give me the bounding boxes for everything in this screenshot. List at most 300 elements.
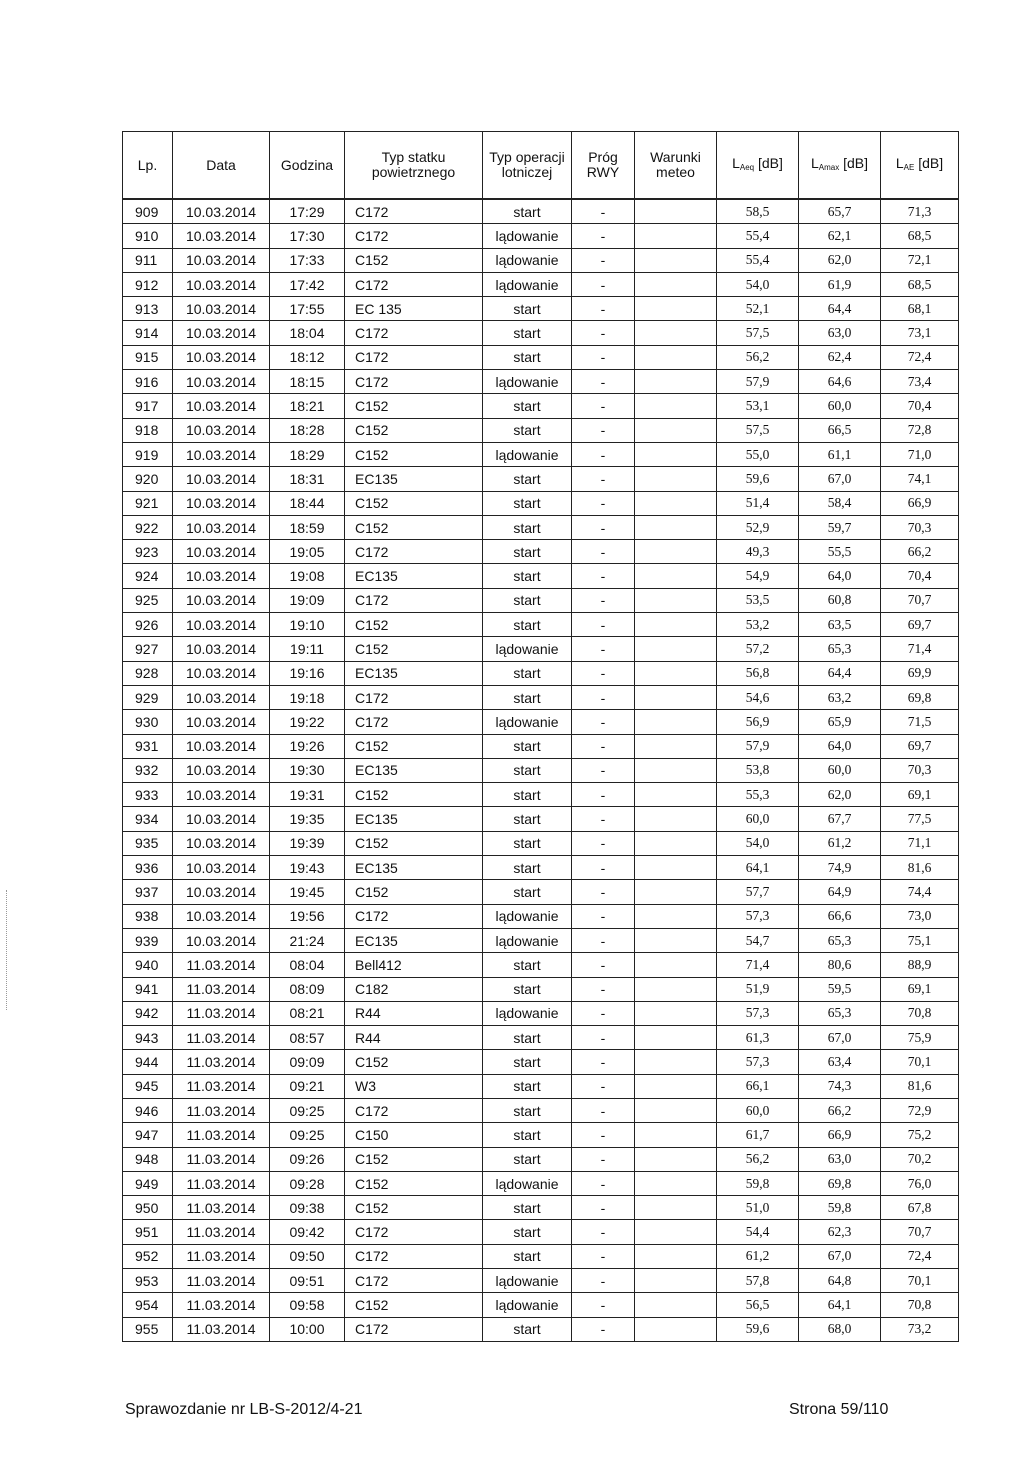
cell-date: 10.03.2014 [173, 637, 270, 661]
table-row [123, 856, 959, 880]
cell-weather [635, 345, 717, 369]
cell-lp: 926 [123, 613, 173, 637]
cell-laeq: 53,8 [717, 758, 799, 782]
cell-laeq: 51,4 [717, 491, 799, 515]
cell-laeq: 57,3 [717, 1001, 799, 1025]
cell-operation-type: start [483, 734, 572, 758]
table-row [123, 783, 959, 807]
cell-lp: 942 [123, 1001, 173, 1025]
cell-runway-threshold: - [572, 515, 635, 539]
cell-lae: 75,9 [881, 1026, 959, 1050]
table-row [123, 831, 959, 855]
table-row [123, 710, 959, 734]
cell-operation-type: lądowanie [483, 370, 572, 394]
table-row [123, 588, 959, 612]
cell-laeq: 54,9 [717, 564, 799, 588]
cell-lp: 945 [123, 1074, 173, 1098]
cell-time: 08:04 [270, 953, 345, 977]
cell-lae: 70,8 [881, 1001, 959, 1025]
cell-lamax: 60,0 [799, 394, 881, 418]
cell-operation-type: start [483, 345, 572, 369]
cell-lae: 70,2 [881, 1147, 959, 1171]
table-row [123, 1001, 959, 1025]
cell-date: 11.03.2014 [173, 953, 270, 977]
cell-weather [635, 758, 717, 782]
header-lamax: $L_{Amax}$ [dB] [799, 132, 881, 200]
cell-operation-type: start [483, 1220, 572, 1244]
cell-laeq: 55,0 [717, 442, 799, 466]
cell-aircraft-type: C152 [345, 491, 483, 515]
cell-date: 10.03.2014 [173, 831, 270, 855]
cell-lae: 66,9 [881, 491, 959, 515]
cell-lp: 939 [123, 928, 173, 952]
table-row [123, 224, 959, 248]
cell-time: 21:24 [270, 928, 345, 952]
cell-lae: 70,4 [881, 394, 959, 418]
cell-lp: 931 [123, 734, 173, 758]
cell-time: 18:15 [270, 370, 345, 394]
cell-date: 11.03.2014 [173, 1001, 270, 1025]
cell-laeq: 60,0 [717, 1098, 799, 1122]
cell-runway-threshold: - [572, 297, 635, 321]
table-row [123, 540, 959, 564]
table-body [123, 199, 959, 1341]
cell-lamax: 62,0 [799, 248, 881, 272]
cell-runway-threshold: - [572, 1220, 635, 1244]
cell-laeq: 53,1 [717, 394, 799, 418]
cell-lp: 950 [123, 1196, 173, 1220]
cell-weather [635, 1026, 717, 1050]
cell-lp: 955 [123, 1317, 173, 1341]
cell-lamax: 64,1 [799, 1293, 881, 1317]
cell-laeq: 57,8 [717, 1269, 799, 1293]
cell-lamax: 65,3 [799, 928, 881, 952]
cell-laeq: 54,0 [717, 831, 799, 855]
table-row [123, 491, 959, 515]
cell-weather [635, 1293, 717, 1317]
cell-lp: 911 [123, 248, 173, 272]
cell-lp: 922 [123, 515, 173, 539]
cell-aircraft-type: C152 [345, 418, 483, 442]
cell-aircraft-type: C172 [345, 540, 483, 564]
table-row [123, 1074, 959, 1098]
cell-lamax: 64,8 [799, 1269, 881, 1293]
cell-time: 18:59 [270, 515, 345, 539]
cell-aircraft-type: C172 [345, 1098, 483, 1122]
cell-lp: 916 [123, 370, 173, 394]
cell-laeq: 56,9 [717, 710, 799, 734]
cell-weather [635, 977, 717, 1001]
table-row [123, 1269, 959, 1293]
cell-lp: 919 [123, 442, 173, 466]
cell-date: 11.03.2014 [173, 1026, 270, 1050]
cell-time: 18:21 [270, 394, 345, 418]
cell-lamax: 63,4 [799, 1050, 881, 1074]
cell-lamax: 63,2 [799, 685, 881, 709]
cell-lp: 949 [123, 1171, 173, 1195]
cell-operation-type: start [483, 1147, 572, 1171]
header-lp: Lp. [123, 132, 173, 200]
table-row [123, 613, 959, 637]
cell-weather [635, 248, 717, 272]
cell-laeq: 53,2 [717, 613, 799, 637]
table-row [123, 564, 959, 588]
cell-lp: 941 [123, 977, 173, 1001]
cell-runway-threshold: - [572, 1269, 635, 1293]
cell-date: 11.03.2014 [173, 1293, 270, 1317]
cell-lae: 69,1 [881, 977, 959, 1001]
cell-lae: 88,9 [881, 953, 959, 977]
table-row [123, 928, 959, 952]
cell-aircraft-type: C152 [345, 831, 483, 855]
cell-lp: 909 [123, 199, 173, 224]
cell-lae: 70,3 [881, 515, 959, 539]
cell-aircraft-type: C172 [345, 1244, 483, 1268]
cell-runway-threshold: - [572, 783, 635, 807]
cell-time: 18:04 [270, 321, 345, 345]
cell-lp: 923 [123, 540, 173, 564]
cell-weather [635, 1050, 717, 1074]
cell-weather [635, 515, 717, 539]
cell-lp: 937 [123, 880, 173, 904]
cell-runway-threshold: - [572, 758, 635, 782]
cell-aircraft-type: C182 [345, 977, 483, 1001]
cell-time: 17:33 [270, 248, 345, 272]
cell-laeq: 55,4 [717, 248, 799, 272]
cell-laeq: 51,0 [717, 1196, 799, 1220]
cell-operation-type: lądowanie [483, 272, 572, 296]
cell-lamax: 60,0 [799, 758, 881, 782]
cell-lae: 74,4 [881, 880, 959, 904]
cell-runway-threshold: - [572, 904, 635, 928]
table-row [123, 248, 959, 272]
cell-time: 18:31 [270, 467, 345, 491]
cell-runway-threshold: - [572, 1098, 635, 1122]
cell-lp: 947 [123, 1123, 173, 1147]
cell-date: 11.03.2014 [173, 977, 270, 1001]
cell-date: 10.03.2014 [173, 272, 270, 296]
cell-weather [635, 1244, 717, 1268]
table-row [123, 953, 959, 977]
scan-margin-line [6, 890, 8, 1010]
cell-weather [635, 1269, 717, 1293]
cell-operation-type: lądowanie [483, 710, 572, 734]
cell-runway-threshold: - [572, 1171, 635, 1195]
cell-lae: 70,4 [881, 564, 959, 588]
cell-lp: 934 [123, 807, 173, 831]
cell-aircraft-type: C152 [345, 880, 483, 904]
cell-lamax: 65,3 [799, 637, 881, 661]
table-row [123, 661, 959, 685]
cell-lamax: 67,7 [799, 807, 881, 831]
cell-lamax: 63,5 [799, 613, 881, 637]
table-row [123, 321, 959, 345]
cell-lp: 935 [123, 831, 173, 855]
cell-operation-type: start [483, 1123, 572, 1147]
table-row [123, 1220, 959, 1244]
cell-weather [635, 467, 717, 491]
cell-operation-type: start [483, 588, 572, 612]
cell-time: 09:28 [270, 1171, 345, 1195]
table-row [123, 637, 959, 661]
cell-lae: 81,6 [881, 856, 959, 880]
cell-weather [635, 831, 717, 855]
cell-time: 17:55 [270, 297, 345, 321]
cell-aircraft-type: R44 [345, 1001, 483, 1025]
cell-laeq: 57,7 [717, 880, 799, 904]
cell-lp: 952 [123, 1244, 173, 1268]
cell-operation-type: start [483, 1244, 572, 1268]
cell-time: 19:10 [270, 613, 345, 637]
cell-time: 19:11 [270, 637, 345, 661]
cell-time: 19:22 [270, 710, 345, 734]
cell-aircraft-type: C152 [345, 248, 483, 272]
cell-aircraft-type: C172 [345, 321, 483, 345]
cell-time: 17:29 [270, 199, 345, 224]
cell-date: 10.03.2014 [173, 904, 270, 928]
cell-weather [635, 685, 717, 709]
table-row [123, 904, 959, 928]
cell-lae: 70,7 [881, 588, 959, 612]
table-row [123, 880, 959, 904]
table-row [123, 297, 959, 321]
cell-aircraft-type: R44 [345, 1026, 483, 1050]
table-row [123, 370, 959, 394]
cell-aircraft-type: C152 [345, 1050, 483, 1074]
table-row [123, 345, 959, 369]
cell-date: 10.03.2014 [173, 540, 270, 564]
cell-laeq: 57,3 [717, 904, 799, 928]
cell-lp: 921 [123, 491, 173, 515]
cell-lamax: 64,0 [799, 734, 881, 758]
cell-operation-type: start [483, 1196, 572, 1220]
cell-time: 08:21 [270, 1001, 345, 1025]
cell-aircraft-type: C152 [345, 515, 483, 539]
cell-aircraft-type: EC135 [345, 856, 483, 880]
cell-operation-type: lądowanie [483, 637, 572, 661]
cell-laeq: 54,4 [717, 1220, 799, 1244]
cell-weather [635, 783, 717, 807]
cell-date: 10.03.2014 [173, 588, 270, 612]
cell-lae: 70,1 [881, 1050, 959, 1074]
cell-runway-threshold: - [572, 248, 635, 272]
table-row [123, 1026, 959, 1050]
cell-aircraft-type: W3 [345, 1074, 483, 1098]
cell-aircraft-type: C152 [345, 1171, 483, 1195]
cell-runway-threshold: - [572, 345, 635, 369]
cell-laeq: 55,4 [717, 224, 799, 248]
cell-weather [635, 199, 717, 224]
cell-date: 10.03.2014 [173, 807, 270, 831]
cell-date: 10.03.2014 [173, 467, 270, 491]
cell-weather [635, 953, 717, 977]
cell-runway-threshold: - [572, 613, 635, 637]
cell-laeq: 56,2 [717, 345, 799, 369]
cell-weather [635, 321, 717, 345]
cell-aircraft-type: C152 [345, 783, 483, 807]
cell-lamax: 64,0 [799, 564, 881, 588]
cell-lp: 946 [123, 1098, 173, 1122]
cell-operation-type: lądowanie [483, 248, 572, 272]
cell-runway-threshold: - [572, 953, 635, 977]
cell-lp: 948 [123, 1147, 173, 1171]
cell-weather [635, 661, 717, 685]
cell-operation-type: lądowanie [483, 1001, 572, 1025]
cell-aircraft-type: C172 [345, 710, 483, 734]
cell-lamax: 59,5 [799, 977, 881, 1001]
cell-lamax: 60,8 [799, 588, 881, 612]
cell-runway-threshold: - [572, 491, 635, 515]
cell-time: 19:18 [270, 685, 345, 709]
cell-operation-type: start [483, 856, 572, 880]
cell-date: 10.03.2014 [173, 248, 270, 272]
cell-lamax: 64,4 [799, 661, 881, 685]
cell-operation-type: start [483, 613, 572, 637]
cell-runway-threshold: - [572, 564, 635, 588]
cell-date: 10.03.2014 [173, 321, 270, 345]
cell-runway-threshold: - [572, 928, 635, 952]
cell-weather [635, 540, 717, 564]
cell-time: 09:25 [270, 1098, 345, 1122]
cell-runway-threshold: - [572, 1293, 635, 1317]
cell-lae: 73,1 [881, 321, 959, 345]
cell-time: 18:28 [270, 418, 345, 442]
cell-lae: 70,8 [881, 1293, 959, 1317]
cell-weather [635, 1074, 717, 1098]
cell-laeq: 57,9 [717, 370, 799, 394]
cell-operation-type: lądowanie [483, 1171, 572, 1195]
cell-operation-type: start [483, 540, 572, 564]
cell-lp: 954 [123, 1293, 173, 1317]
cell-date: 11.03.2014 [173, 1269, 270, 1293]
cell-lamax: 64,9 [799, 880, 881, 904]
cell-time: 09:26 [270, 1147, 345, 1171]
cell-lp: 915 [123, 345, 173, 369]
cell-weather [635, 1317, 717, 1341]
cell-lp: 924 [123, 564, 173, 588]
cell-weather [635, 1220, 717, 1244]
cell-operation-type: start [483, 661, 572, 685]
cell-lae: 71,5 [881, 710, 959, 734]
cell-date: 10.03.2014 [173, 224, 270, 248]
cell-weather [635, 1171, 717, 1195]
cell-lamax: 66,2 [799, 1098, 881, 1122]
cell-runway-threshold: - [572, 418, 635, 442]
cell-aircraft-type: EC135 [345, 928, 483, 952]
cell-lamax: 74,9 [799, 856, 881, 880]
cell-weather [635, 1196, 717, 1220]
cell-operation-type: start [483, 977, 572, 1001]
cell-runway-threshold: - [572, 588, 635, 612]
cell-date: 10.03.2014 [173, 370, 270, 394]
cell-operation-type: start [483, 1074, 572, 1098]
cell-lae: 75,2 [881, 1123, 959, 1147]
cell-lp: 944 [123, 1050, 173, 1074]
table-header-row [123, 132, 959, 200]
cell-laeq: 54,7 [717, 928, 799, 952]
cell-operation-type: start [483, 758, 572, 782]
cell-runway-threshold: - [572, 1196, 635, 1220]
cell-lp: 929 [123, 685, 173, 709]
cell-weather [635, 418, 717, 442]
cell-time: 09:42 [270, 1220, 345, 1244]
cell-lp: 938 [123, 904, 173, 928]
cell-lamax: 65,9 [799, 710, 881, 734]
cell-operation-type: lądowanie [483, 1269, 572, 1293]
cell-aircraft-type: EC135 [345, 467, 483, 491]
cell-time: 09:21 [270, 1074, 345, 1098]
cell-lamax: 62,4 [799, 345, 881, 369]
cell-laeq: 54,0 [717, 272, 799, 296]
cell-weather [635, 588, 717, 612]
cell-date: 10.03.2014 [173, 758, 270, 782]
header-godzina: Godzina [270, 132, 345, 200]
cell-time: 08:09 [270, 977, 345, 1001]
cell-lae: 68,5 [881, 272, 959, 296]
cell-lp: 927 [123, 637, 173, 661]
cell-aircraft-type: EC 135 [345, 297, 483, 321]
cell-date: 10.03.2014 [173, 613, 270, 637]
table-row [123, 1050, 959, 1074]
cell-weather [635, 1098, 717, 1122]
cell-laeq: 53,5 [717, 588, 799, 612]
cell-operation-type: start [483, 321, 572, 345]
cell-time: 09:38 [270, 1196, 345, 1220]
cell-operation-type: start [483, 564, 572, 588]
cell-weather [635, 637, 717, 661]
cell-time: 08:57 [270, 1026, 345, 1050]
cell-lamax: 55,5 [799, 540, 881, 564]
cell-date: 11.03.2014 [173, 1123, 270, 1147]
cell-laeq: 51,9 [717, 977, 799, 1001]
table-row [123, 394, 959, 418]
cell-laeq: 61,7 [717, 1123, 799, 1147]
cell-date: 10.03.2014 [173, 710, 270, 734]
cell-aircraft-type: C172 [345, 588, 483, 612]
cell-aircraft-type: C172 [345, 345, 483, 369]
cell-weather [635, 297, 717, 321]
table-row [123, 1244, 959, 1268]
cell-lae: 69,9 [881, 661, 959, 685]
cell-lamax: 80,6 [799, 953, 881, 977]
cell-weather [635, 394, 717, 418]
cell-lamax: 63,0 [799, 321, 881, 345]
cell-weather [635, 710, 717, 734]
cell-operation-type: lądowanie [483, 224, 572, 248]
cell-operation-type: start [483, 953, 572, 977]
header-lae: $L_{AE}$ [dB] [881, 132, 959, 200]
table-row [123, 515, 959, 539]
cell-laeq: 56,2 [717, 1147, 799, 1171]
cell-laeq: 54,6 [717, 685, 799, 709]
cell-laeq: 59,6 [717, 467, 799, 491]
cell-runway-threshold: - [572, 807, 635, 831]
cell-runway-threshold: - [572, 442, 635, 466]
cell-runway-threshold: - [572, 394, 635, 418]
cell-lp: 933 [123, 783, 173, 807]
cell-runway-threshold: - [572, 977, 635, 1001]
cell-operation-type: start [483, 685, 572, 709]
cell-aircraft-type: C152 [345, 1293, 483, 1317]
cell-weather [635, 442, 717, 466]
cell-aircraft-type: C172 [345, 685, 483, 709]
cell-laeq: 57,9 [717, 734, 799, 758]
cell-runway-threshold: - [572, 685, 635, 709]
cell-laeq: 61,3 [717, 1026, 799, 1050]
cell-operation-type: start [483, 783, 572, 807]
cell-runway-threshold: - [572, 1026, 635, 1050]
cell-runway-threshold: - [572, 1244, 635, 1268]
